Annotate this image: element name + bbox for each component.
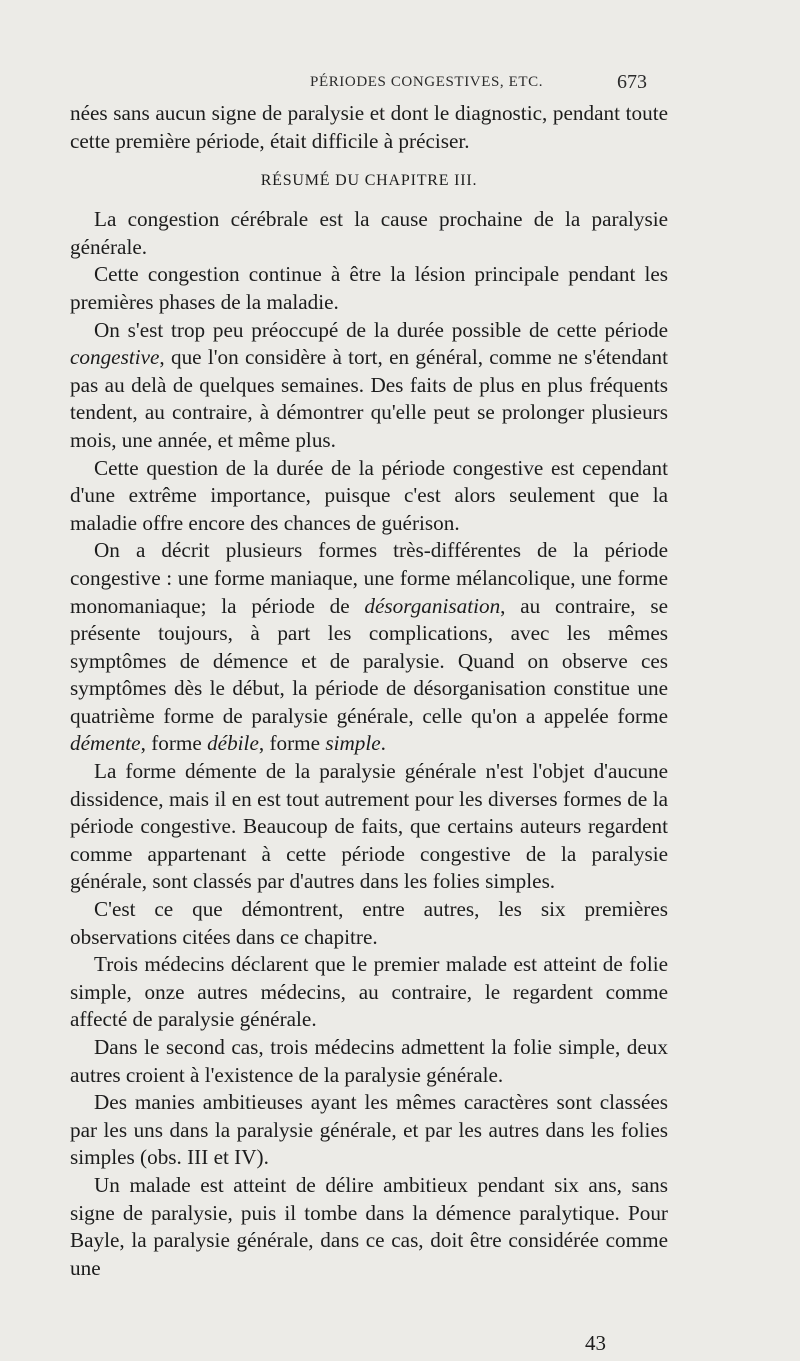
paragraph-8: Trois médecins déclarent que le premier malade est atteint de folie simple, onze autres médecins, au contraire, le regardent comme affecté de paralysie générale. bbox=[70, 952, 668, 1032]
paragraph-3 bbox=[70, 317, 668, 455]
section-heading: RÉSUMÉ DU CHAPITRE III. bbox=[260, 172, 478, 190]
page-number: 673 bbox=[617, 71, 647, 93]
paragraph-5-emphasis-2: démente bbox=[70, 731, 141, 756]
paragraph-9: Dans le second cas, trois médecins admettent la folie simple, deux autres croient à l'existence de la paralysie générale. bbox=[70, 1035, 668, 1087]
running-title: PÉRIODES CONGESTIVES, ETC. bbox=[310, 74, 544, 90]
running-header bbox=[310, 74, 660, 91]
paragraph-11: Un malade est atteint de délire ambitieux pendant six ans, sans signe de paralysie, puis il tombe dans la démence paralytique. Pour Bayle, la paralysie générale, dans ce cas, doit être considérée comme une bbox=[70, 1172, 668, 1280]
paragraph-3-text-a: On s'est trop peu préoccupé de la durée possible de cette période bbox=[94, 317, 668, 342]
paragraph-3-text-b: , que l'on considère à tort, en général, comme ne s'étendant pas au delà de quelques semaines. Des faits de plus en plus fréquents tendent, au contraire, à démontrer qu'elle peut se prolonger plusieurs mois, une année, et même plus. bbox=[70, 345, 668, 452]
opening-paragraph: nées sans aucun signe de paralysie et dont le diagnostic, pendant toute cette première période, était difficile à préciser. bbox=[70, 101, 668, 153]
paragraph-4: Cette question de la durée de la période congestive est cependant d'une extrême importance, puisque c'est alors seulement que la maladie offre encore des chances de guérison. bbox=[70, 455, 668, 535]
signature-folio: 43 bbox=[585, 1331, 606, 1355]
paragraph-5-text-b: , au contraire, se présente toujours, à part les complications, avec les mêmes symptômes de démence et de paralysie. Quand on observe ces symptômes dès le début, la période de désorganisation constitue une quatrième forme de paralysie générale, celle qu'on a appelée forme bbox=[70, 593, 668, 728]
paragraph-5-emphasis-4: simple bbox=[325, 731, 381, 756]
paragraph-2: Cette congestion continue à être la lésion principale pendant les premières phases de la maladie. bbox=[70, 262, 668, 314]
paragraph-5-emphasis-3: débile bbox=[207, 731, 259, 756]
paragraph-3-emphasis: congestive bbox=[70, 345, 160, 370]
paragraph-7: C'est ce que démontrent, entre autres, les six premières observations citées dans ce chapitre. bbox=[70, 897, 668, 949]
paragraph-6: La forme démente de la paralysie générale n'est l'objet d'aucune dissidence, mais il en est tout autrement pour les diverses formes de la période congestive. Beaucoup de faits, que certains auteurs regardent comme appartenant à cette période congestive de la paralysie générale, sont classés par d'autres dans les folies simples. bbox=[70, 759, 668, 894]
paragraph-10: Des manies ambitieuses ayant les mêmes caractères sont classées par les uns dans la paralysie générale, et par les autres dans les folies simples (obs. III et IV). bbox=[70, 1090, 668, 1170]
body-text bbox=[70, 100, 668, 1282]
paragraph-5-text-e: . bbox=[380, 731, 386, 756]
paragraph-5-text-c: , forme bbox=[140, 731, 202, 756]
paragraph-5-text-d: , forme bbox=[258, 731, 321, 756]
paragraph-5 bbox=[70, 537, 668, 758]
paragraph-1: La congestion cérébrale est la cause prochaine de la paralysie générale. bbox=[70, 207, 668, 259]
paragraph-5-text-a: On a décrit plusieurs formes très-différentes de la période congestive : une forme maniaque, une forme mélancolique, une forme monomaniaque; la période de bbox=[70, 538, 668, 618]
paragraph-5-emphasis-1: désorganisation bbox=[364, 593, 501, 618]
